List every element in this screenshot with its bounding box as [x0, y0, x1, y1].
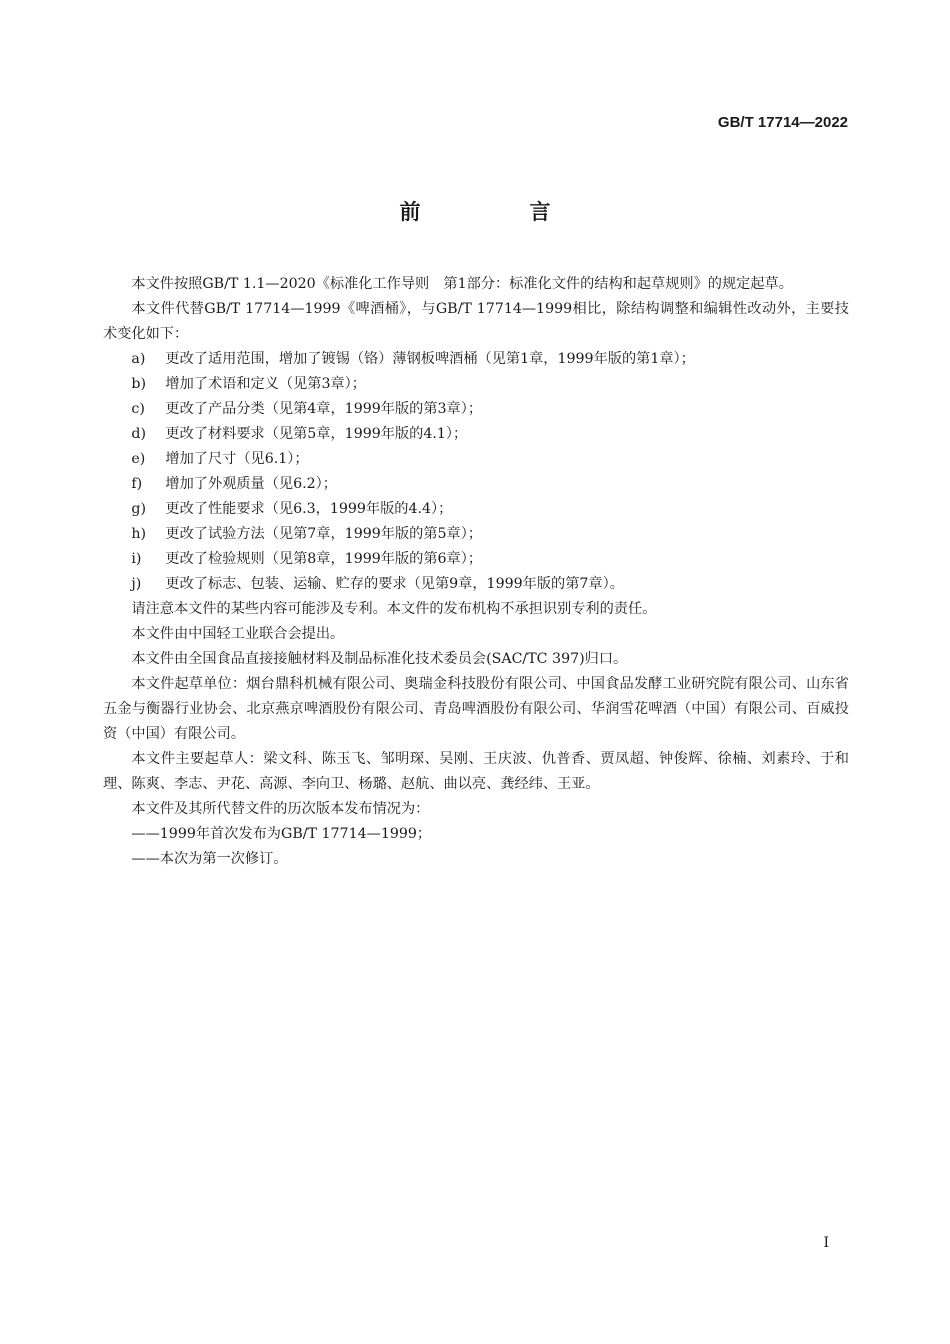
page-number: I	[823, 1235, 829, 1251]
change-text: 更改了产品分类（见第4章，1999年版的第3章）；	[165, 401, 483, 417]
page-title: 前 言	[399, 200, 595, 224]
change-text: 增加了外观质量（见6.2）；	[165, 476, 337, 492]
paragraph-patent-notice: 请注意本文件的某些内容可能涉及专利。本文件的发布机构不承担识别专利的责任。	[131, 601, 657, 617]
paragraph-drafting-rules: 本文件按照GB/T 1.1—2020《标准化工作导则 第1部分：标准化文件的结构和起草规则》的规定起草。	[131, 276, 793, 292]
paragraph-drafting-units: 本文件起草单位：烟台鼎科机械有限公司、奥瑞金科技股份有限公司、中国食品发酵工业研究院有限公司、山东省五金与衡器行业协会、北京燕京啤酒股份有限公司、青岛啤酒股份有限公司、华润雪花啤酒（中国）有限公司、百威投资（中国）有限公司。	[103, 676, 849, 742]
document-body	[103, 272, 849, 872]
change-text: 更改了标志、包装、运输、贮存的要求（见第9章，1999年版的第7章）。	[165, 576, 624, 592]
change-label: a)	[131, 351, 146, 367]
paragraph-history-intro: 本文件及其所代替文件的历次版本发布情况为：	[131, 801, 430, 817]
change-label: i)	[131, 551, 142, 567]
change-label: c)	[131, 401, 145, 417]
change-item	[103, 447, 849, 472]
paragraph-drafters: 本文件主要起草人：梁文科、陈玉飞、邹明琛、吴刚、王庆波、仇普香、贾凤超、钟俊辉、徐楠、刘素玲、于和理、陈爽、李志、尹花、高源、李向卫、杨璐、赵航、曲以亮、龚经纬、王亚。	[103, 751, 849, 792]
change-item	[103, 372, 849, 397]
change-text: 更改了检验规则（见第8章，1999年版的第6章）；	[165, 551, 483, 567]
paragraph-replacement: 本文件代替GB/T 17714—1999《啤酒桶》，与GB/T 17714—1999相比，除结构调整和编辑性改动外，主要技术变化如下：	[103, 301, 849, 342]
change-label: h)	[131, 526, 147, 542]
change-item	[103, 497, 849, 522]
change-item	[103, 522, 849, 547]
change-label: f)	[131, 476, 143, 492]
change-item	[103, 472, 849, 497]
change-item	[103, 347, 849, 372]
change-item	[103, 397, 849, 422]
change-item	[103, 547, 849, 572]
change-text: 增加了尺寸（见6.1）；	[165, 451, 309, 467]
change-label: b)	[131, 376, 147, 392]
change-text: 更改了适用范围，增加了镀锡（铬）薄钢板啤酒桶（见第1章，1999年版的第1章）；	[165, 351, 695, 367]
change-label: g)	[131, 501, 147, 517]
change-text: 增加了术语和定义（见第3章）；	[165, 376, 366, 392]
change-label: j)	[131, 576, 142, 592]
paragraph-committee: 本文件由全国食品直接接触材料及制品标准化技术委员会(SAC/TC 397)归口。	[131, 651, 628, 667]
change-text: 更改了性能要求（见6.3，1999年版的4.4）；	[165, 501, 453, 517]
history-item: ——1999年首次发布为GB/T 17714—1999；	[131, 826, 432, 842]
change-label: e)	[131, 451, 146, 467]
change-text: 更改了材料要求（见第5章，1999年版的4.1）；	[165, 426, 468, 442]
change-label: d)	[131, 426, 147, 442]
change-item	[103, 572, 849, 597]
change-item	[103, 422, 849, 447]
standard-code-header: GB/T 17714—2022	[717, 114, 848, 131]
paragraph-proposer: 本文件由中国轻工业联合会提出。	[131, 626, 345, 642]
history-item: ——本次为第一次修订。	[131, 851, 288, 867]
change-text: 更改了试验方法（见第7章，1999年版的第5章）；	[165, 526, 483, 542]
